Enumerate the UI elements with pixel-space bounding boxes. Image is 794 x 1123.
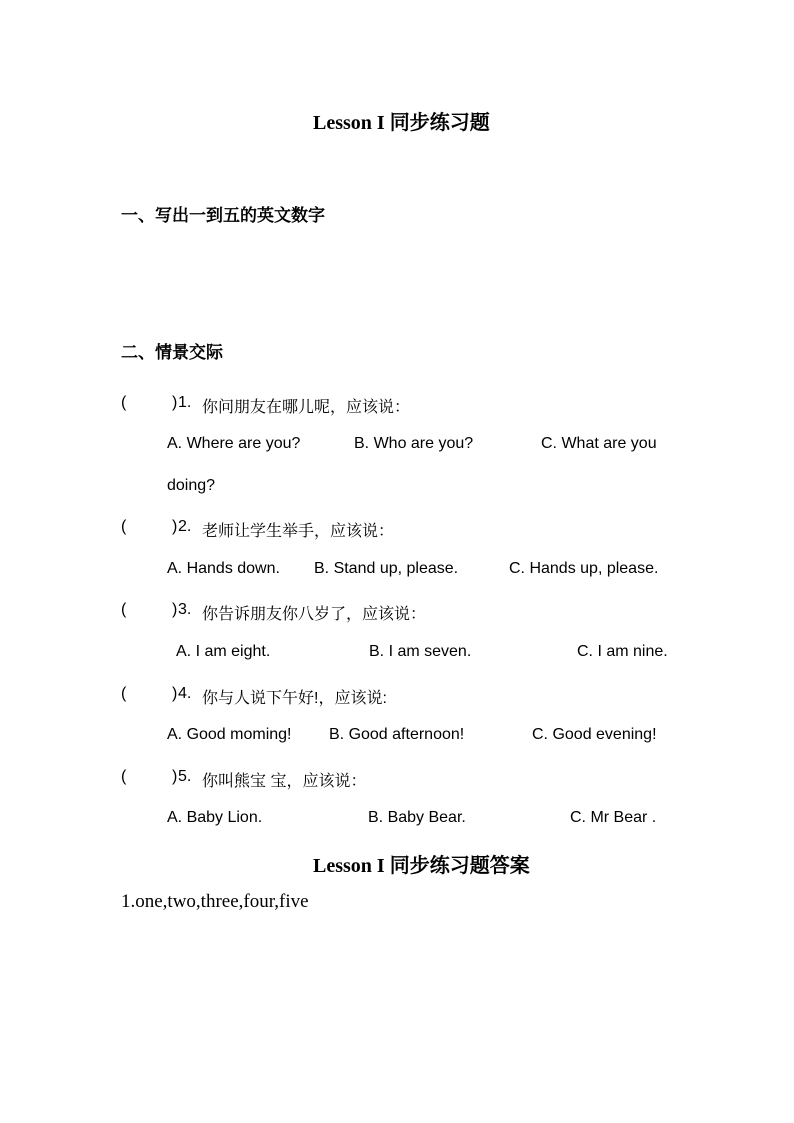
option-c-continued: doing? bbox=[167, 477, 216, 494]
option-c: C. What are you bbox=[541, 435, 657, 452]
page-title: Lesson I 同步练习题 bbox=[313, 112, 490, 134]
question-number: 1. bbox=[178, 394, 192, 411]
question-prompt: 老师让学生举手，应该说： bbox=[202, 523, 395, 540]
question-number: 3. bbox=[178, 601, 192, 618]
option-c: C. I am nine. bbox=[577, 643, 668, 660]
option-c: C. Hands up, please. bbox=[509, 560, 659, 577]
question-prompt: 你告诉朋友你八岁了，应该说： bbox=[202, 606, 427, 623]
question-prompt: 你问朋友在哪儿呢，应该说： bbox=[202, 399, 411, 416]
question-number: 2. bbox=[178, 518, 192, 535]
answer-line-1: 1.one,two,three,four,five bbox=[121, 891, 309, 912]
answer-paren-close: ) bbox=[172, 394, 178, 411]
option-a: A. Good moming! bbox=[167, 726, 292, 743]
answer-paren-close: ) bbox=[172, 518, 178, 535]
option-c: C. Good evening! bbox=[532, 726, 657, 743]
answer-paren-open: ( bbox=[121, 685, 127, 702]
option-a: A. Hands down. bbox=[167, 560, 280, 577]
answer-paren-open: ( bbox=[121, 518, 127, 535]
option-b: B. Baby Bear. bbox=[368, 809, 466, 826]
option-c: C. Mr Bear . bbox=[570, 809, 657, 826]
answer-paren-open: ( bbox=[121, 394, 127, 411]
question-number: 5. bbox=[178, 768, 192, 785]
option-a: A. Where are you? bbox=[167, 435, 301, 452]
section-heading-2: 二、情景交际 bbox=[121, 343, 223, 362]
option-b: B. Stand up, please. bbox=[314, 560, 459, 577]
answer-paren-open: ( bbox=[121, 768, 127, 785]
option-a: A. I am eight. bbox=[176, 643, 271, 660]
answer-paren-open: ( bbox=[121, 601, 127, 618]
answer-paren-close: ) bbox=[172, 685, 178, 702]
question-prompt: 你与人说下午好!，应该说: bbox=[202, 690, 387, 707]
answers-title: Lesson I 同步练习题答案 bbox=[313, 855, 530, 877]
answer-paren-close: ) bbox=[172, 601, 178, 618]
question-prompt: 你叫熊宝 宝，应该说： bbox=[202, 773, 367, 790]
question-number: 4. bbox=[178, 685, 192, 702]
option-b: B. Good afternoon! bbox=[329, 726, 465, 743]
section-heading-1: 一、写出一到五的英文数字 bbox=[121, 206, 325, 225]
option-b: B. Who are you? bbox=[354, 435, 474, 452]
option-b: B. I am seven. bbox=[369, 643, 472, 660]
option-a: A. Baby Lion. bbox=[167, 809, 263, 826]
answer-paren-close: ) bbox=[172, 768, 178, 785]
